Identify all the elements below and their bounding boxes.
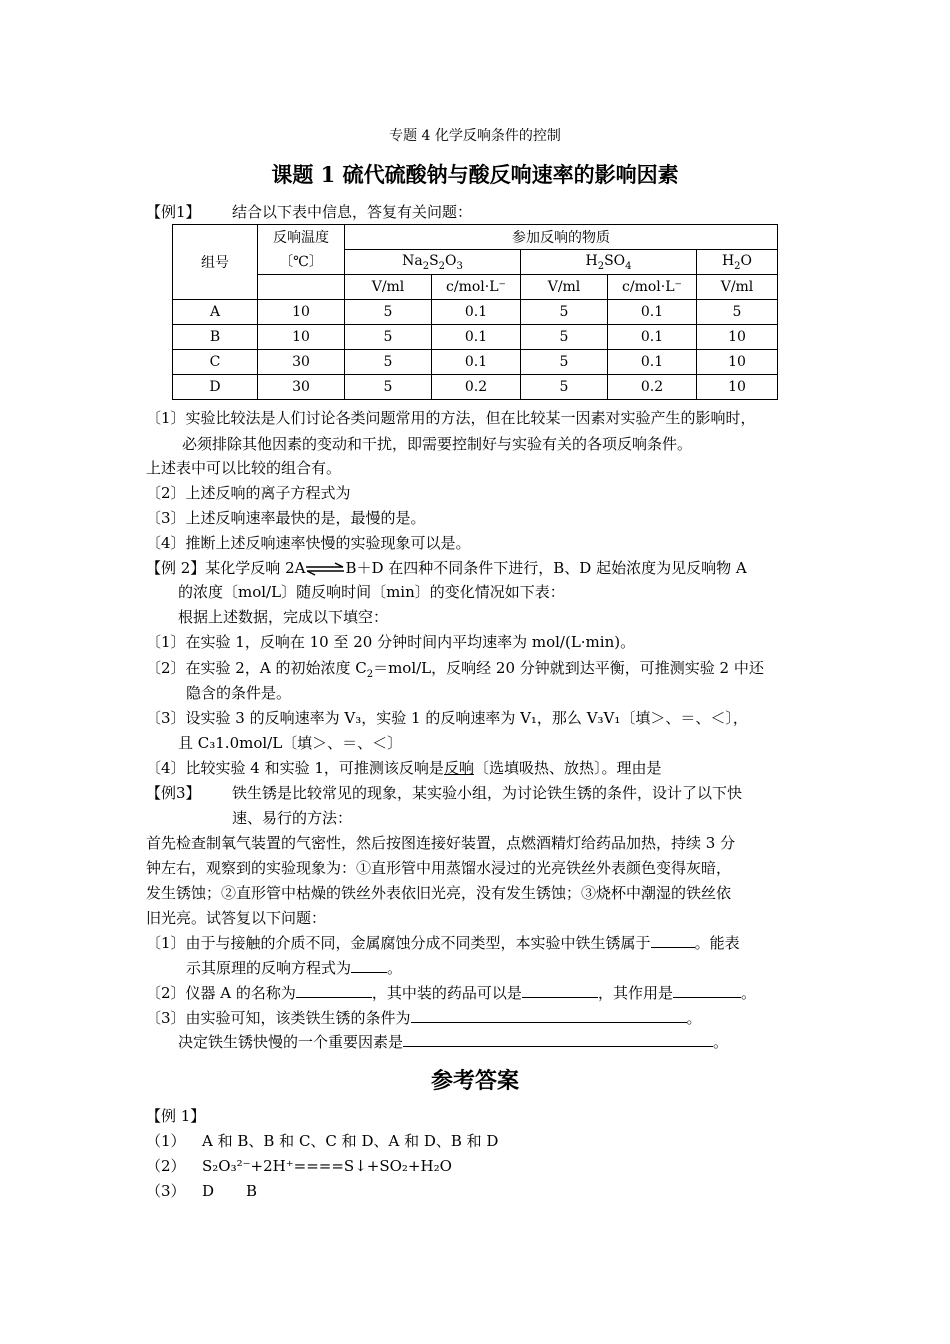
ex1-q1-line1: 〔1〕实验比较法是人们讨论各类问题常用的方法，但在比较某一因素对实验产生的影响时，: [146, 409, 756, 427]
table-cell: 5: [521, 300, 608, 325]
ex2-q4-end: 〔选填吸热、放热〕。理由是: [473, 759, 662, 777]
ex2-q4: [146, 758, 661, 778]
ex1-q1-line2: 必须排除其他因素的变动和干扰，即需要控制好与实验有关的各项反响条件。: [182, 435, 693, 453]
table-cell: 10: [258, 300, 345, 325]
document-title: 课题 1 硫代硫酸钠与酸反响速率的影响因素: [271, 162, 679, 187]
ex2-q1: 〔1〕在实验 1，反响在 10 至 20 分钟时间内平均速率为 mol/(L·min)。: [146, 633, 636, 651]
ex3-q3-start: 〔3〕由实验可知，该类铁生锈的条件为: [146, 1009, 411, 1027]
table-header-v1: V/ml: [345, 275, 432, 300]
table-header-reactants: 参加反响的物质: [345, 225, 778, 250]
example3-label: 【例3】: [146, 784, 201, 802]
ex3-q1-end: 。能表: [694, 934, 740, 952]
table-row: [173, 350, 778, 375]
equilibrium-arrow-icon: [305, 562, 345, 576]
table-cell: 5: [345, 375, 432, 400]
answer-1: A 和 B、B 和 C、C 和 D、A 和 D、B 和 D: [202, 1132, 499, 1150]
ex3-q2-mid1: ，其中装的药品可以是: [371, 984, 522, 1002]
table-cell: C: [173, 350, 258, 375]
table-cell: A: [173, 300, 258, 325]
table-cell: D: [173, 375, 258, 400]
answer-3-number: （3）: [146, 1182, 186, 1200]
table-cell: 5: [521, 350, 608, 375]
table-row: [173, 375, 778, 400]
ex3-q3-end: 。: [686, 1009, 702, 1027]
experiment-table: [172, 224, 778, 400]
answer-blank[interactable]: [351, 958, 387, 973]
table-cell: 5: [521, 325, 608, 350]
ex3-intro-line2: 速、易行的方法：: [232, 809, 353, 827]
table-cell: 5: [345, 350, 432, 375]
ex3-q1-line2: [186, 958, 402, 978]
table-cell: 0.2: [432, 375, 521, 400]
table-header-temp: [258, 225, 345, 275]
ex2-q3-line1: 〔3〕设实验 3 的反响速率为 V₃，实验 1 的反响速率为 V₁，那么 V₃V₁〔填＞、＝、＜〕，: [146, 709, 748, 727]
table-cell: 10: [697, 350, 778, 375]
answer-blank[interactable]: [651, 933, 695, 948]
ex3-paragraph-line1: 首先检查制氧气装置的气密性，然后按图连接好装置，点燃酒精灯给药品加热，持续 3 分: [146, 834, 736, 852]
table-header-temp-unit: [258, 275, 345, 300]
table-cell: 5: [345, 325, 432, 350]
table-cell: 30: [258, 350, 345, 375]
ex1-q3: 〔3〕上述反响速率最快的是，最慢的是。: [146, 509, 426, 527]
example1-label: 【例1】: [146, 203, 201, 221]
ex3-paragraph-line4: 旧光亮。试答复以下问题：: [146, 909, 327, 927]
table-cell: 0.1: [608, 325, 697, 350]
ex3-paragraph-line2: 钟左右，观察到的实验现象为：①直形管中用蒸馏水浸过的光亮铁丝外表颜色变得灰暗，: [146, 859, 732, 877]
table-cell: 0.1: [608, 300, 697, 325]
table-header-temp-line2: 〔℃〕: [279, 253, 323, 270]
table-cell: 10: [697, 325, 778, 350]
answer-1-number: （1）: [146, 1132, 186, 1150]
table-cell: 0.2: [608, 375, 697, 400]
answer-blank[interactable]: [403, 1032, 713, 1047]
table-header-h2o: $H_2O$: [697, 250, 778, 275]
example1-intro: 结合以下表中信息，答复有关问题：: [232, 203, 473, 221]
ex3-q2-mid2: ，其作用是: [597, 984, 673, 1002]
table-cell: 0.1: [432, 350, 521, 375]
table-header-h2so4: $H_2SO_4$: [521, 250, 697, 275]
table-cell: 5: [521, 375, 608, 400]
table-header-c2: c/mol·L⁻: [608, 275, 697, 300]
answer-2-number: （2）: [146, 1157, 186, 1175]
answers-title: 参考答案: [430, 1068, 519, 1094]
ex2-q4-start: 〔4〕比较实验 4 和实验 1，可推测该反响是: [146, 759, 444, 777]
document-subtitle: 专题 4 化学反响条件的控制: [389, 128, 561, 144]
answer-blank[interactable]: [296, 983, 372, 998]
answer-blank[interactable]: [522, 983, 598, 998]
table-cell: 10: [258, 325, 345, 350]
ex2-q2-line2: 隐含的条件是。: [186, 684, 292, 702]
ex2-line1: [146, 558, 747, 578]
ex2-line2: 的浓度〔mol/L〕随反响时间〔min〕的变化情况如下表：: [178, 583, 565, 601]
ex2-line1-end: B＋D 在四种不同条件下进行，B、D 起始浓度为见反响物 A: [345, 559, 747, 577]
answer-blank[interactable]: [673, 983, 741, 998]
table-cell: 0.1: [432, 300, 521, 325]
table-cell: 5: [345, 300, 432, 325]
table-cell: 0.1: [608, 350, 697, 375]
ex2-q2-start: 〔2〕在实验 2，A 的初始浓度 C: [146, 659, 367, 677]
table-cell: 30: [258, 375, 345, 400]
table-cell: 10: [697, 375, 778, 400]
ex3-q1-line2-end: 。: [387, 959, 403, 977]
ex2-q2-line1: [146, 658, 764, 685]
ex3-q4: [178, 1032, 728, 1052]
ex1-q2: 〔2〕上述反响的离子方程式为: [146, 484, 351, 502]
ex1-q1-line3: 上述表中可以比较的组合有。: [146, 459, 342, 477]
ex3-q2-end: 。: [740, 984, 756, 1002]
table-header-v3: V/ml: [697, 275, 778, 300]
ex3-q2: [146, 983, 756, 1003]
table-cell: 5: [697, 300, 778, 325]
ex3-intro-line1: 铁生锈是比较常见的现象，某实验小组，为讨论铁生锈的条件，设计了以下快: [232, 784, 743, 802]
subscript-2: 2: [366, 669, 374, 680]
ex3-paragraph-line3: 发生锈蚀；②直形管中枯燥的铁丝外表依旧光亮，没有发生锈蚀；③烧杯中潮湿的铁丝依: [146, 884, 732, 902]
ex3-q1-start: 〔1〕由于与接触的介质不同，金属腐蚀分成不同类型，本实验中铁生锈属于: [146, 934, 651, 952]
table-cell: 0.1: [432, 325, 521, 350]
table-header-c1: c/mol·L⁻: [432, 275, 521, 300]
ex3-q4-end: 。: [713, 1033, 729, 1051]
ex1-q4: 〔4〕推断上述反响速率快慢的实验现象可以是。: [146, 534, 471, 552]
ex2-q4-underlined: 反响: [443, 759, 474, 777]
ex2-q3-line2: 且 C₃1.0mol/L〔填＞、＝、＜〕: [178, 734, 403, 752]
table-header-v2: V/ml: [521, 275, 608, 300]
table-header-na2s2o3: $Na_2S_2O_3$: [345, 250, 521, 275]
answer-3-first: D: [202, 1182, 215, 1200]
answers-label: 【例 1】: [146, 1107, 206, 1125]
table-row: [173, 325, 778, 350]
ex2-q2-end: ＝mol/L，反响经 20 分钟就到达平衡，可推测实验 2 中还: [373, 659, 764, 677]
table-row: [173, 300, 778, 325]
ex3-q4-start: 决定铁生锈快慢的一个重要因素是: [178, 1033, 404, 1051]
ex3-q1-line1: [146, 933, 740, 953]
answer-3-second: B: [246, 1182, 258, 1200]
table-cell: B: [173, 325, 258, 350]
ex3-q1-line2-text: 示其原理的反响方程式为: [186, 959, 352, 977]
ex3-q3: [146, 1008, 702, 1028]
answer-blank[interactable]: [411, 1008, 687, 1023]
table-header-temp-line1: 反响温度: [273, 229, 329, 246]
table-header-group: 组号: [173, 225, 258, 300]
ex2-line1-start: 【例 2】某化学反响 2A: [146, 559, 306, 577]
answer-2: S₂O₃²⁻+2H⁺====S↓+SO₂+H₂O: [202, 1157, 452, 1175]
ex3-q2-start: 〔2〕仪器 A 的名称为: [146, 984, 296, 1002]
ex2-line3: 根据上述数据，完成以下填空：: [178, 608, 389, 626]
